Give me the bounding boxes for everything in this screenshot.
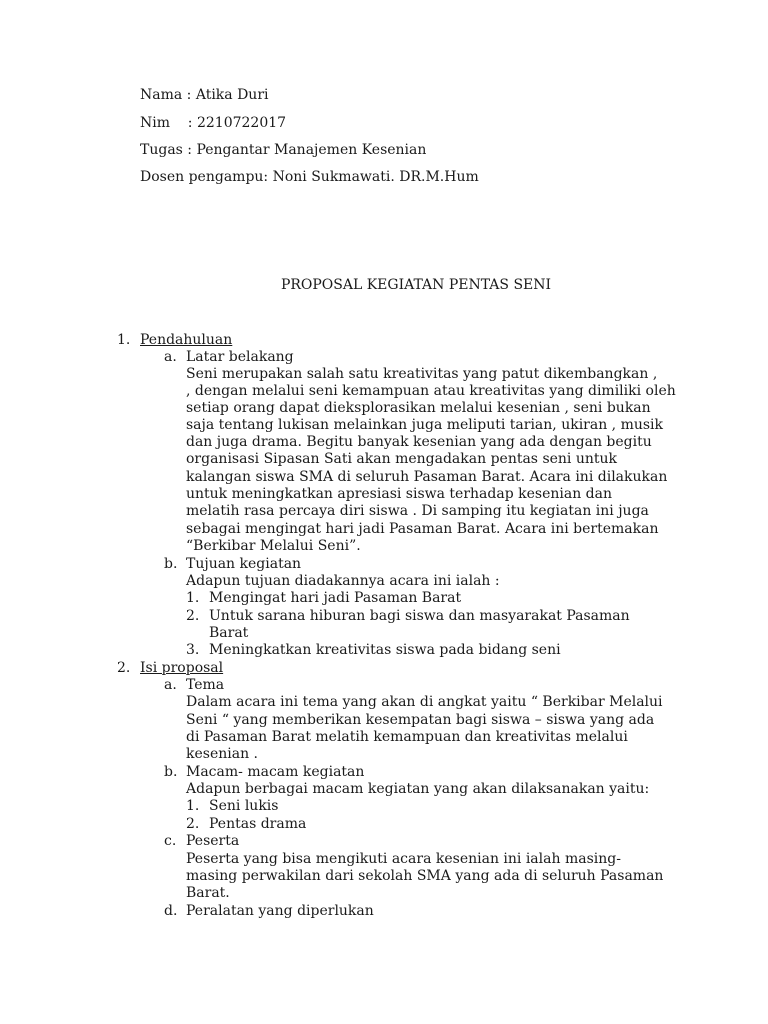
paragraph-line: Seni merupakan salah satu kreativitas yang patut dikembangkan , <box>186 366 658 382</box>
section-1-number: 1. <box>117 332 131 348</box>
list-item-number: 2. <box>186 816 200 832</box>
student-name: Nama : Atika Duri <box>140 87 269 103</box>
section-2b-heading: Macam- macam kegiatan <box>186 764 365 780</box>
paragraph-line: dan juga drama. Begitu banyak kesenian yang ada dengan begitu <box>186 434 652 450</box>
section-2a-letter: a. <box>164 677 177 693</box>
section-2c-heading: Peserta <box>186 833 240 849</box>
section-1a-letter: a. <box>164 349 177 365</box>
paragraph-line: “Berkibar Melalui Seni”. <box>186 538 361 554</box>
paragraph-line: Adapun tujuan diadakannya acara ini ialah : <box>186 573 500 589</box>
section-1b-heading: Tujuan kegiatan <box>186 556 302 572</box>
paragraph-line: untuk meningkatkan apresiasi siswa terhadap kesenian dan <box>186 486 612 502</box>
list-item-number: 1. <box>186 798 200 814</box>
section-2a-heading: Tema <box>186 677 225 693</box>
paragraph-line: di Pasaman Barat melatih kemampuan dan kreativitas melalui <box>186 729 628 745</box>
paragraph-line: Peserta yang bisa mengikuti acara kesenian ini ialah masing- <box>186 851 621 867</box>
list-item: Untuk sarana hiburan bagi siswa dan masyarakat Pasaman <box>209 608 630 624</box>
paragraph-line: setiap orang dapat dieksplorasikan melalui kesenian , seni bukan <box>186 400 651 416</box>
list-item-number: 3. <box>186 642 200 658</box>
paragraph-line: kalangan siswa SMA di seluruh Pasaman Barat. Acara ini dilakukan <box>186 469 668 485</box>
section-2c-letter: c. <box>164 833 177 849</box>
paragraph-line: , dengan melalui seni kemampuan atau kreativitas yang dimiliki oleh <box>186 383 676 399</box>
section-2d-heading: Peralatan yang diperlukan <box>186 903 374 919</box>
paragraph-line: kesenian . <box>186 746 258 762</box>
paragraph-line: masing perwakilan dari sekolah SMA yang ada di seluruh Pasaman <box>186 868 664 884</box>
list-item: Seni lukis <box>209 798 279 814</box>
section-2-number: 2. <box>117 660 131 676</box>
section-2d-letter: d. <box>164 903 178 919</box>
paragraph-line: organisasi Sipasan Sati akan mengadakan pentas seni untuk <box>186 451 618 467</box>
paragraph-line: melatih rasa percaya diri siswa . Di samping itu kegiatan ini juga <box>186 503 649 519</box>
paragraph-line: sebagai mengingat hari jadi Pasaman Barat. Acara ini bertemakan <box>186 521 659 537</box>
paragraph-line: saja tentang lukisan melainkan juga meliputi tarian, ukiran , musik <box>186 417 664 433</box>
section-2b-letter: b. <box>164 764 178 780</box>
paragraph-line: Barat. <box>186 885 230 901</box>
list-item-continuation: Barat <box>209 625 249 641</box>
paragraph-line: Dalam acara ini tema yang akan di angkat yaitu “ Berkibar Melalui <box>186 694 663 710</box>
section-1-heading: Pendahuluan <box>140 332 233 348</box>
section-1a-heading: Latar belakang <box>186 349 294 365</box>
lecturer-name: Dosen pengampu: Noni Sukmawati. DR.M.Hum <box>140 169 479 185</box>
document-title: PROPOSAL KEGIATAN PENTAS SENI <box>280 277 552 293</box>
list-item-number: 2. <box>186 608 200 624</box>
list-item: Meningkatkan kreativitas siswa pada bidang seni <box>209 642 561 658</box>
paragraph-line: Seni “ yang memberikan kesempatan bagi siswa – siswa yang ada <box>186 712 655 728</box>
section-1b-letter: b. <box>164 556 178 572</box>
assignment-title: Tugas : Pengantar Manajemen Kesenian <box>140 142 427 158</box>
paragraph-line: Adapun berbagai macam kegiatan yang akan dilaksanakan yaitu: <box>186 781 650 797</box>
list-item: Mengingat hari jadi Pasaman Barat <box>209 590 462 606</box>
list-item-number: 1. <box>186 590 200 606</box>
list-item: Pentas drama <box>209 816 307 832</box>
student-nim: Nim : 2210722017 <box>140 115 287 131</box>
section-2-heading: Isi proposal <box>140 660 224 676</box>
